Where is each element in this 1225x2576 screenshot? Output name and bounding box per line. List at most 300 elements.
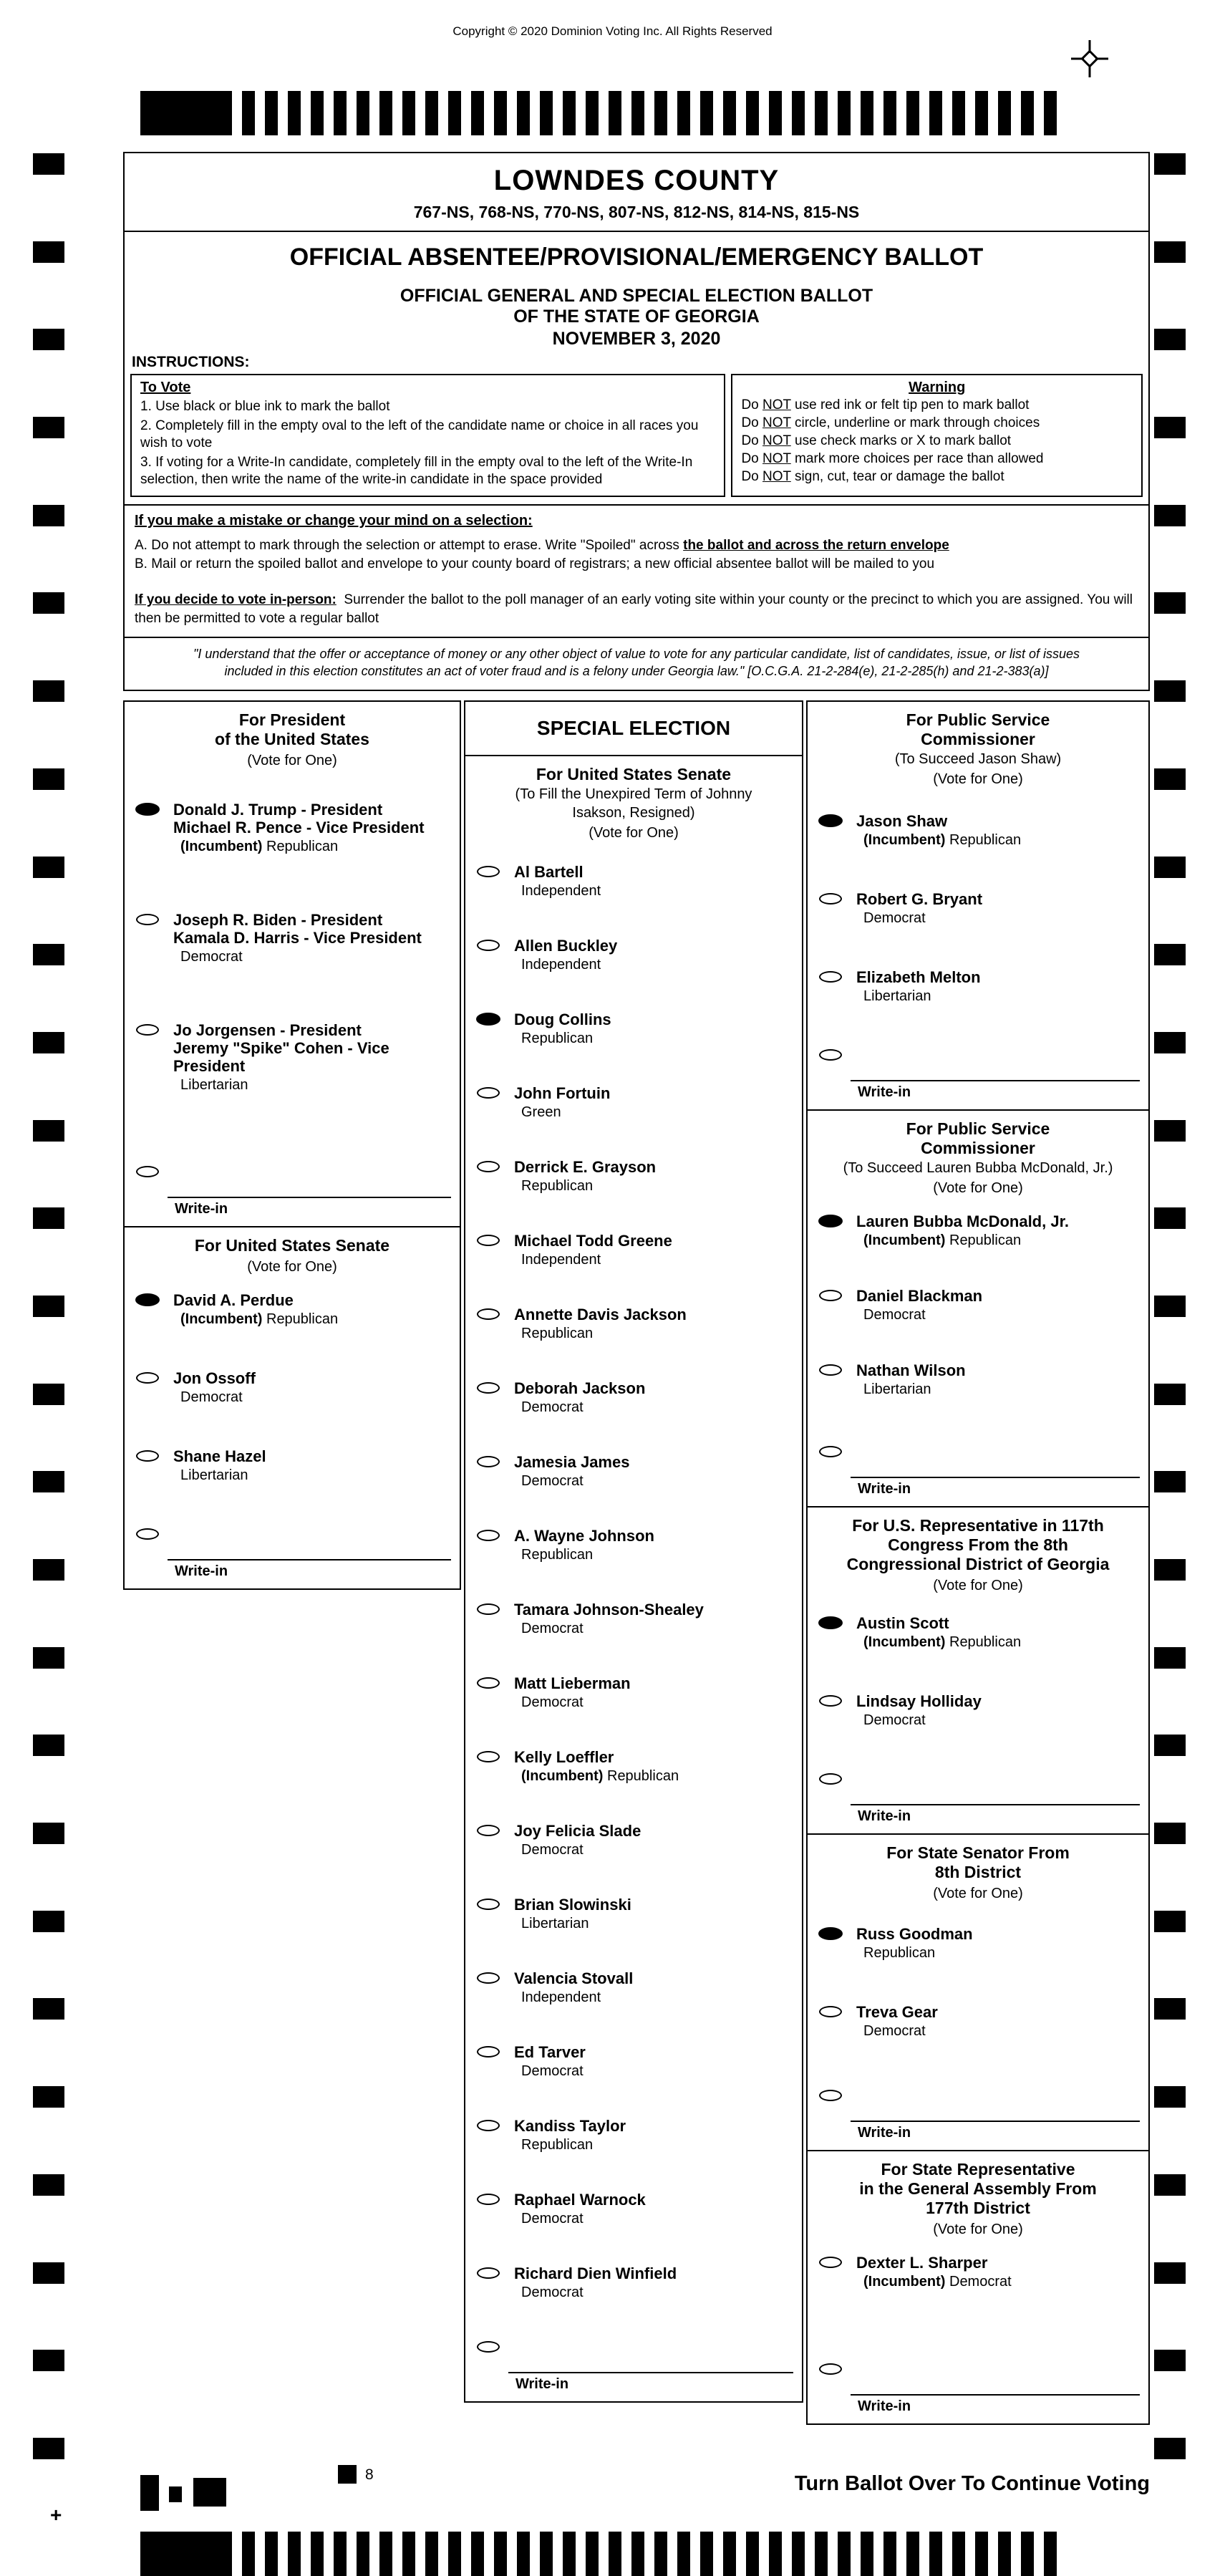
ballot-oval-filled[interactable]: [477, 1013, 500, 1025]
write-in-label: Write-in: [175, 1201, 228, 1217]
contest-header: [808, 2151, 1148, 2238]
contest-title: Commissioner: [921, 730, 1035, 748]
ballot-oval[interactable]: [477, 1603, 500, 1615]
timing-mark: [1154, 1120, 1186, 1142]
timing-mark: [1154, 680, 1186, 702]
in-person-section: [135, 591, 1138, 628]
write-in-label: Write-in: [858, 2398, 911, 2414]
oval-cell: [136, 1447, 173, 1484]
timing-mark: [906, 2532, 919, 2576]
timing-mark: [677, 2532, 690, 2576]
candidate-name: Derrick E. Grayson: [514, 1158, 657, 1176]
oval-cell: [136, 801, 173, 855]
timing-mark: [609, 91, 621, 135]
oval-cell: [477, 1010, 514, 1047]
county-name: LOWNDES COUNTY: [493, 165, 780, 196]
write-in-line[interactable]: [851, 2394, 1140, 2396]
timing-mark: [33, 1384, 64, 1405]
candidate-text: [173, 1291, 454, 1328]
candidate-text: [514, 1010, 796, 1047]
timing-mark: [792, 2532, 805, 2576]
contest-header: [125, 1227, 460, 1275]
contest-box: [806, 1109, 1150, 1508]
timing-mark: [1154, 241, 1186, 263]
ballot-oval[interactable]: [477, 2267, 500, 2279]
write-in-block: [808, 1443, 1148, 1506]
ballot-oval[interactable]: [136, 1450, 159, 1462]
timing-mark: [517, 2532, 530, 2576]
timing-mark: [1154, 1207, 1186, 1229]
candidate-text: [856, 1212, 1143, 1249]
timing-mark: [33, 680, 64, 702]
oval-cell: [477, 2338, 514, 2356]
contest-title: For U.S. Representative in 117th: [852, 1516, 1104, 1535]
timing-mark: [861, 91, 873, 135]
candidate-row: [819, 1287, 1143, 1323]
candidate-text: [514, 1084, 796, 1121]
timing-mark: [609, 2532, 621, 2576]
timing-mark: [952, 2532, 965, 2576]
ballot-oval[interactable]: [477, 1308, 500, 1320]
ballot-oval[interactable]: [477, 2120, 500, 2131]
timing-mark: [334, 2532, 347, 2576]
timing-mark: [906, 91, 919, 135]
timing-mark: [700, 2532, 713, 2576]
oval-cell: [477, 1748, 514, 1785]
timing-mark: [448, 2532, 461, 2576]
ballot-oval[interactable]: [477, 2046, 500, 2058]
contest-title: For State Representative: [881, 2160, 1075, 2179]
timing-mark: [563, 91, 576, 135]
candidate-party: (Incumbent) Republican: [863, 832, 1022, 848]
candidate-party: Republican: [863, 1945, 936, 1961]
timing-mark: [1154, 1735, 1186, 1756]
contest-header: [125, 702, 460, 769]
candidate-party: (Incumbent) Democrat: [863, 2274, 1012, 2290]
ballot-oval-filled[interactable]: [819, 815, 842, 826]
ballot-oval-filled[interactable]: [819, 1617, 842, 1629]
write-in-line[interactable]: [508, 2372, 793, 2373]
timing-mark: [1154, 505, 1186, 526]
timing-mark: [815, 91, 828, 135]
candidate-row: [477, 1158, 796, 1195]
contest-box: [123, 1226, 461, 1590]
timing-mark: [265, 91, 278, 135]
vote-for-instruction: (Vote for One): [933, 2222, 1023, 2237]
contest-title: 177th District: [926, 2199, 1030, 2217]
timing-mark: [929, 91, 942, 135]
candidate-row: [477, 1896, 796, 1932]
write-in-row: [819, 1770, 1143, 1788]
candidate-row: [477, 1527, 796, 1563]
vote-for-instruction: (Vote for One): [247, 753, 337, 768]
vote-for-instruction: (Vote for One): [589, 825, 679, 841]
code-mark-square: [169, 2486, 182, 2502]
timing-mark: [952, 91, 965, 135]
candidate-name: Kamala D. Harris - Vice President: [173, 929, 422, 947]
ballot-oval[interactable]: [477, 1161, 500, 1172]
oval-cell: [819, 1287, 856, 1323]
candidate-row: [819, 812, 1143, 849]
ballot-oval-filled[interactable]: [136, 1294, 159, 1306]
contest-title: For President: [238, 710, 346, 729]
write-in-oval[interactable]: [477, 2341, 500, 2353]
timing-mark: [33, 1647, 64, 1669]
timing-mark: [33, 1032, 64, 1053]
candidate-row: [477, 1601, 796, 1637]
ballot-oval[interactable]: [819, 1364, 842, 1376]
timing-mark: [723, 2532, 736, 2576]
candidate-name: A. Wayne Johnson: [514, 1527, 654, 1545]
write-in-oval[interactable]: [819, 1049, 842, 1061]
timing-mark: [242, 91, 255, 135]
candidate-party: Republican: [521, 1178, 594, 1194]
to-vote-box: [130, 374, 725, 497]
candidate-name: Michael R. Pence - Vice President: [173, 819, 425, 836]
timing-mark: [838, 91, 851, 135]
write-in-oval[interactable]: [819, 1773, 842, 1785]
write-in-oval[interactable]: [136, 1528, 159, 1540]
candidate-row: [477, 2117, 796, 2153]
timing-mark: [1154, 857, 1186, 878]
write-in-label: Write-in: [858, 1084, 911, 1100]
candidate-name: Deborah Jackson: [514, 1379, 646, 1397]
timing-mark: [379, 91, 392, 135]
timing-mark: [471, 91, 484, 135]
write-in-row: [819, 1046, 1143, 1064]
candidate-text: [856, 2003, 1143, 2040]
timing-mark: [1044, 91, 1057, 135]
contest-box: [806, 1506, 1150, 1835]
candidate-name: Shane Hazel: [173, 1447, 266, 1465]
ballot-oval[interactable]: [819, 1695, 842, 1707]
timing-mark: [265, 2532, 278, 2576]
ballot-oval[interactable]: [819, 1290, 842, 1301]
timing-mark: [242, 2532, 255, 2576]
candidate-row: [477, 1674, 796, 1711]
candidate-row: [477, 937, 796, 973]
timing-mark: [33, 505, 64, 526]
candidate-row: [136, 801, 454, 855]
candidate-party: (Incumbent) Republican: [180, 1311, 339, 1327]
to-vote-title: To Vote: [140, 380, 191, 395]
timing-mark: [288, 2532, 301, 2576]
copyright-text: Copyright © 2020 Dominion Voting Inc. All Rights Reserved: [452, 24, 773, 38]
candidate-party: Independent: [521, 1252, 601, 1268]
candidate-text: [514, 2191, 796, 2227]
timing-mark: [654, 2532, 667, 2576]
timing-mark: [33, 1735, 64, 1756]
candidate-party: Democrat: [521, 1842, 584, 1858]
write-in-row: [136, 1163, 454, 1181]
timing-mark: [334, 91, 347, 135]
timing-mark: [792, 91, 805, 135]
oval-cell: [477, 863, 514, 899]
oval-cell: [819, 2254, 856, 2290]
oval-cell: [819, 1046, 856, 1064]
write-in-row: [819, 1443, 1143, 1461]
candidate-row: [819, 890, 1143, 927]
ballot-oval[interactable]: [819, 971, 842, 983]
candidate-party: Green: [521, 1104, 561, 1120]
ballot-oval[interactable]: [477, 1751, 500, 1762]
candidate-row: [477, 1822, 796, 1858]
ballot-oval[interactable]: [477, 1972, 500, 1984]
election-title-line2: OF THE STATE OF GEORGIA: [513, 307, 760, 327]
candidate-name: Donald J. Trump - President: [173, 801, 383, 819]
timing-mark: [311, 2532, 324, 2576]
candidate-name: John Fortuin: [514, 1084, 611, 1102]
candidate-text: [856, 2254, 1143, 2290]
timing-mark: [563, 2532, 576, 2576]
ballot-oval[interactable]: [477, 940, 500, 951]
oval-cell: [819, 890, 856, 927]
write-in-block: [125, 1163, 460, 1226]
ballot-oval[interactable]: [477, 1382, 500, 1394]
write-in-label: Write-in: [515, 2376, 569, 2392]
candidate-name: Kandiss Taylor: [514, 2117, 626, 2135]
ballot-oval[interactable]: [477, 1456, 500, 1467]
timing-mark: [379, 2532, 392, 2576]
candidate-text: [856, 812, 1143, 849]
candidate-name: Elizabeth Melton: [856, 968, 981, 986]
timing-mark: [517, 91, 530, 135]
timing-mark: [883, 91, 896, 135]
oval-cell: [819, 1925, 856, 1962]
ballot-oval[interactable]: [477, 1677, 500, 1689]
oval-cell: [136, 1525, 173, 1543]
candidate-row: [477, 2264, 796, 2301]
code-marks: [140, 2464, 427, 2521]
timing-mark: [1154, 1559, 1186, 1581]
write-in-oval[interactable]: [136, 1166, 159, 1177]
candidate-party: Independent: [521, 883, 601, 899]
candidate-name: Brian Slowinski: [514, 1896, 631, 1914]
contest-header: [808, 702, 1148, 788]
candidate-name: Jon Ossoff: [173, 1369, 256, 1387]
candidate-party: Libertarian: [180, 1077, 248, 1093]
timing-mark: [540, 2532, 553, 2576]
candidate-name: Joseph R. Biden - President: [173, 911, 383, 929]
candidate-text: [514, 1306, 796, 1342]
contest-title: Congress From the 8th: [888, 1535, 1068, 1554]
oval-cell: [136, 1291, 173, 1328]
candidate-party: Democrat: [521, 1621, 584, 1636]
candidate-name: Lindsay Holliday: [856, 1692, 982, 1710]
oval-cell: [819, 1614, 856, 1651]
write-in-line[interactable]: [168, 1197, 451, 1198]
ballot-oval[interactable]: [819, 2006, 842, 2017]
oval-cell: [819, 1770, 856, 1788]
code-mark-bar: [193, 2478, 226, 2507]
write-in-label: Write-in: [175, 1563, 228, 1579]
timing-mark: [586, 91, 599, 135]
ballot-oval-filled[interactable]: [819, 1215, 842, 1227]
write-in-oval[interactable]: [819, 1446, 842, 1457]
in-person-heading: If you decide to vote in-person:: [135, 592, 336, 607]
timing-mark: [33, 592, 64, 614]
timing-mark: [1154, 2438, 1186, 2459]
candidate-party: Democrat: [180, 1389, 243, 1405]
timing-mark: [723, 91, 736, 135]
write-in-oval[interactable]: [819, 2363, 842, 2375]
ballot-oval[interactable]: [136, 1024, 159, 1036]
timing-mark: [1154, 768, 1186, 790]
timing-mark: [33, 1559, 64, 1581]
ballot-oval[interactable]: [477, 2194, 500, 2205]
timing-mark: [1154, 944, 1186, 965]
timing-mark: [929, 2532, 942, 2576]
timing-mark: [1154, 1647, 1186, 1669]
candidate-name: Jo Jorgensen - President: [173, 1021, 362, 1039]
write-in-line[interactable]: [168, 1559, 451, 1560]
candidate-row: [477, 1232, 796, 1268]
ballot-oval[interactable]: [819, 893, 842, 905]
candidate-text: [514, 1748, 796, 1785]
mistake-item-a-emphasis: the ballot and across the return envelope: [683, 538, 949, 553]
warning-item: Do NOT use check marks or X to mark ballot: [741, 433, 1012, 448]
contest-box: [806, 700, 1150, 1111]
candidate-row: [136, 1021, 454, 1094]
candidate-row: [136, 1291, 454, 1328]
oval-cell: [477, 1084, 514, 1121]
candidate-party: Democrat: [521, 2211, 584, 2227]
ballot-oval[interactable]: [477, 866, 500, 877]
oval-cell: [477, 1969, 514, 2006]
candidate-text: [856, 1692, 1143, 1729]
timing-mark: [471, 2532, 484, 2576]
oval-cell: [819, 2003, 856, 2040]
oval-cell: [477, 1306, 514, 1342]
contest-title: For Public Service: [906, 1119, 1050, 1138]
candidate-row: [477, 1969, 796, 2006]
ballot-oval-filled[interactable]: [819, 1928, 842, 1939]
candidate-row: [819, 1925, 1143, 1962]
candidate-party: Republican: [521, 2137, 594, 2153]
write-in-block: [808, 1770, 1148, 1833]
candidate-party: Independent: [521, 957, 601, 973]
write-in-oval[interactable]: [819, 2090, 842, 2101]
write-in-row: [819, 2360, 1143, 2378]
candidate-party: Democrat: [863, 2023, 926, 2039]
to-vote-item: 2. Completely fill in the empty oval to the left of the candidate name or choice in all races you wish to vote: [140, 418, 699, 450]
write-in-line[interactable]: [851, 2121, 1140, 2122]
timing-mark: [838, 2532, 851, 2576]
candidate-text: [173, 1369, 454, 1406]
warning-item: Do NOT use red ink or felt tip pen to mark ballot: [741, 397, 1030, 413]
timing-mark: [33, 2174, 64, 2196]
timing-mark: [288, 91, 301, 135]
timing-mark: [1154, 329, 1186, 350]
candidate-text: [514, 1674, 796, 1711]
timing-mark: [1154, 417, 1186, 438]
corner-plus-mark: +: [50, 2504, 62, 2526]
write-in-line[interactable]: [851, 1804, 1140, 1805]
ballot-oval[interactable]: [136, 1372, 159, 1384]
timing-mark: [402, 91, 415, 135]
ballot-oval[interactable]: [136, 914, 159, 925]
warning-item: Do NOT sign, cut, tear or damage the ballot: [741, 469, 1004, 484]
code-mark-square: [338, 2465, 357, 2484]
ballot-oval-filled[interactable]: [136, 804, 159, 815]
contest-box: [464, 755, 803, 2403]
turn-over-text: Turn Ballot Over To Continue Voting: [794, 2472, 1150, 2495]
ballot-oval[interactable]: [477, 1899, 500, 1910]
ballot-column-2: [464, 700, 803, 2403]
candidate-row: [136, 911, 454, 965]
candidate-party: Republican: [521, 1547, 594, 1563]
candidate-text: [514, 1896, 796, 1932]
candidate-text: [514, 1453, 796, 1490]
timing-mark: [1154, 153, 1186, 175]
candidate-text: [514, 863, 796, 899]
ballot-oval[interactable]: [819, 2257, 842, 2268]
oval-cell: [477, 2043, 514, 2080]
candidate-name: Lauren Bubba McDonald, Jr.: [856, 1212, 1070, 1230]
timing-mark: [33, 241, 64, 263]
write-in-block: [465, 2338, 802, 2401]
timing-mark: [1021, 91, 1034, 135]
oval-cell: [477, 1896, 514, 1932]
ballot-oval[interactable]: [477, 1825, 500, 1836]
oval-cell: [477, 1674, 514, 1711]
warning-item: Do NOT circle, underline or mark through choices: [741, 415, 1040, 430]
candidate-name: Joy Felicia Slade: [514, 1822, 641, 1840]
write-in-block: [808, 2360, 1148, 2423]
candidate-text: [173, 1021, 454, 1094]
contest-title: Commissioner: [921, 1139, 1035, 1157]
vote-for-instruction: (Vote for One): [933, 1578, 1023, 1593]
registration-crosshair-icon: [1070, 39, 1110, 79]
contest-header: [808, 1835, 1148, 1902]
candidate-text: [856, 968, 1143, 1005]
warning-title: Warning: [909, 380, 966, 395]
candidate-name: Allen Buckley: [514, 937, 618, 955]
ballot-oval[interactable]: [477, 1530, 500, 1541]
in-person-text: Surrender the ballot to the poll manager of an early voting site within your county or the precinct to which you are assigned. You will then be permitted to vote a regular ballot: [135, 592, 1133, 626]
timing-mark: [1154, 1998, 1186, 2020]
candidate-row: [136, 1447, 454, 1484]
timing-mark: [654, 91, 667, 135]
ballot-oval[interactable]: [477, 1087, 500, 1099]
county-header-section: [125, 153, 1148, 232]
timing-mark: [883, 2532, 896, 2576]
timing-mark: [998, 91, 1011, 135]
timing-mark: [1021, 2532, 1034, 2576]
candidate-text: [173, 1447, 454, 1484]
timing-mark: [140, 91, 232, 135]
write-in-line[interactable]: [851, 1477, 1140, 1478]
candidate-name: Tamara Johnson-Shealey: [514, 1601, 704, 1619]
timing-mark: [448, 91, 461, 135]
timing-mark: [33, 329, 64, 350]
contest-title: in the General Assembly From: [859, 2179, 1097, 2198]
write-in-line[interactable]: [851, 1080, 1140, 1081]
vote-for-instruction: (Vote for One): [933, 1180, 1023, 1196]
ballot-oval[interactable]: [477, 1235, 500, 1246]
write-in-label: Write-in: [858, 2125, 911, 2141]
oval-cell: [819, 1212, 856, 1249]
candidate-party: Democrat: [863, 1712, 926, 1728]
oval-cell: [136, 1369, 173, 1406]
candidate-row: [477, 1084, 796, 1121]
candidate-row: [477, 863, 796, 899]
contest-note: (To Fill the Unexpired Term of Johnny: [515, 786, 752, 802]
oval-cell: [819, 2360, 856, 2378]
candidate-name: Jamesia James: [514, 1453, 630, 1471]
contest-box: [806, 2150, 1150, 2425]
candidate-text: [514, 1158, 796, 1195]
